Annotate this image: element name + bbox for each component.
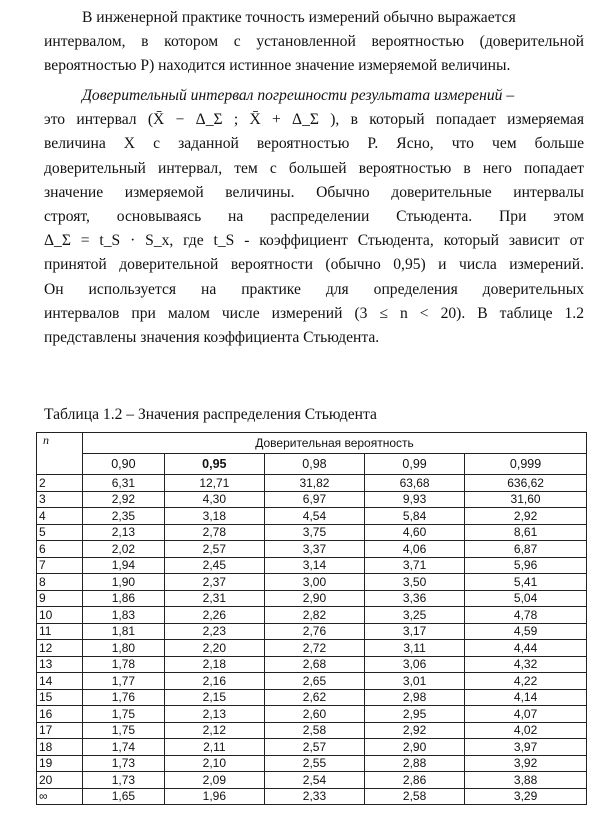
- student-coefficient-cell: 2,58: [264, 722, 364, 739]
- paragraph-2-line: принятой доверительной вероятности (обычно 0,95) и числа измерений.: [44, 256, 584, 274]
- student-coefficient-cell: 2,86: [365, 772, 465, 789]
- paragraph-1-line: В инженерной практике точность измерений обычно выражается: [82, 9, 516, 26]
- paragraph-2-line: доверительный интервал, тем с большей вероятностью в него попадает: [44, 159, 584, 177]
- student-coefficient-cell: 31,60: [465, 491, 587, 508]
- student-coefficient-cell: 1,83: [83, 607, 165, 624]
- student-coefficient-cell: 2,57: [164, 541, 264, 558]
- student-coefficient-cell: 1,90: [83, 574, 165, 591]
- student-coefficient-cell: 2,90: [264, 590, 364, 607]
- student-coefficient-cell: 1,96: [164, 788, 264, 805]
- student-coefficient-cell: 5,96: [465, 557, 587, 574]
- table-row: [37, 722, 587, 739]
- n-cell: 2: [37, 475, 83, 492]
- paragraph-2-line: значение измеряемой величины. Обычно доверительные интервалы: [44, 183, 584, 201]
- student-coefficient-cell: 2,90: [365, 739, 465, 756]
- definition-term: Доверительный интервал погрешности результата измерений: [82, 87, 503, 104]
- student-coefficient-cell: 3,88: [465, 772, 587, 789]
- student-coefficient-cell: 2,62: [264, 689, 364, 706]
- student-coefficient-cell: 2,09: [164, 772, 264, 789]
- student-coefficient-cell: 1,73: [83, 772, 165, 789]
- student-coefficient-cell: 4,59: [465, 623, 587, 640]
- student-coefficient-cell: 2,98: [365, 689, 465, 706]
- student-coefficient-cell: 2,13: [83, 524, 165, 541]
- n-cell: 10: [37, 607, 83, 624]
- paragraph-2-first-line: [44, 84, 584, 108]
- student-coefficient-cell: 2,16: [164, 673, 264, 690]
- student-coefficient-cell: 1,76: [83, 689, 165, 706]
- student-coefficient-cell: 4,02: [465, 722, 587, 739]
- student-coefficient-cell: 4,78: [465, 607, 587, 624]
- student-coefficient-cell: 1,73: [83, 755, 165, 772]
- table-row: [37, 772, 587, 789]
- table-row: [37, 689, 587, 706]
- student-coefficient-cell: 2,55: [264, 755, 364, 772]
- student-coefficient-cell: 3,11: [365, 640, 465, 657]
- student-coefficient-cell: 5,41: [465, 574, 587, 591]
- student-coefficient-cell: 2,76: [264, 623, 364, 640]
- paragraph-2-line: это интервал (X̄ − Δ_Σ ; X̄ + Δ_Σ ), в который попадает измеряемая: [44, 111, 584, 129]
- student-coefficient-cell: 4,60: [365, 524, 465, 541]
- table-row: [37, 739, 587, 756]
- student-coefficient-cell: 2,15: [164, 689, 264, 706]
- student-coefficient-cell: 636,62: [465, 475, 587, 492]
- student-coefficient-cell: 3,75: [264, 524, 364, 541]
- student-coefficient-cell: 2,45: [164, 557, 264, 574]
- student-coefficient-cell: 2,13: [164, 706, 264, 723]
- n-cell: 5: [37, 524, 83, 541]
- student-coefficient-cell: 63,68: [365, 475, 465, 492]
- student-coefficient-cell: 3,29: [465, 788, 587, 805]
- n-cell: ∞: [37, 788, 83, 805]
- n-cell: 14: [37, 673, 83, 690]
- student-coefficient-cell: 2,31: [164, 590, 264, 607]
- n-cell: 16: [37, 706, 83, 723]
- n-cell: 17: [37, 722, 83, 739]
- student-coefficient-cell: 3,50: [365, 574, 465, 591]
- student-coefficient-cell: 2,54: [264, 772, 364, 789]
- student-coefficient-cell: 2,72: [264, 640, 364, 657]
- student-coefficient-cell: 3,36: [365, 590, 465, 607]
- student-coefficient-cell: 3,00: [264, 574, 364, 591]
- student-coefficient-cell: 3,37: [264, 541, 364, 558]
- n-cell: 6: [37, 541, 83, 558]
- student-coefficient-cell: 2,20: [164, 640, 264, 657]
- student-coefficient-cell: 2,26: [164, 607, 264, 624]
- paragraph-1-line: вероятностью P) находится истинное значение измеряемой величины.: [44, 57, 511, 75]
- n-column-header: n: [37, 433, 83, 475]
- student-coefficient-cell: 1,86: [83, 590, 165, 607]
- student-coefficient-cell: 2,18: [164, 656, 264, 673]
- table-row: [37, 607, 587, 624]
- probability-header: 0,99: [365, 454, 465, 475]
- student-coefficient-cell: 4,54: [264, 508, 364, 525]
- student-coefficient-cell: 3,18: [164, 508, 264, 525]
- student-coefficient-cell: 2,88: [365, 755, 465, 772]
- n-cell: 20: [37, 772, 83, 789]
- table-row: [37, 475, 587, 492]
- n-cell: 19: [37, 755, 83, 772]
- n-cell: 3: [37, 491, 83, 508]
- student-coefficient-cell: 2,11: [164, 739, 264, 756]
- student-coefficient-cell: 1,65: [83, 788, 165, 805]
- paragraph-2-line: Δ_Σ = t_S · S_x, где t_S - коэффициент Стьюдента, который зависит от: [44, 232, 584, 250]
- paragraph-1: [44, 6, 584, 79]
- table-row: [37, 590, 587, 607]
- student-coefficient-cell: 1,74: [83, 739, 165, 756]
- paragraph-2: [44, 84, 584, 350]
- table-header-row: [37, 433, 587, 454]
- table-body: [37, 475, 587, 805]
- student-coefficient-cell: 2,58: [365, 788, 465, 805]
- table-row: [37, 524, 587, 541]
- student-coefficient-cell: 1,75: [83, 706, 165, 723]
- confidence-probability-header: Доверительная вероятность: [83, 433, 587, 454]
- student-coefficient-cell: 2,10: [164, 755, 264, 772]
- student-coefficient-cell: 31,82: [264, 475, 364, 492]
- probability-header: 0,90: [83, 454, 165, 475]
- student-coefficient-cell: 6,31: [83, 475, 165, 492]
- definition-dash: –: [502, 87, 515, 104]
- probability-header: 0,95: [164, 454, 264, 475]
- table-row: [37, 640, 587, 657]
- table-row: [37, 623, 587, 640]
- table-row: [37, 574, 587, 591]
- student-coefficient-cell: 2,57: [264, 739, 364, 756]
- student-coefficient-cell: 2,60: [264, 706, 364, 723]
- student-coefficient-cell: 2,82: [264, 607, 364, 624]
- table-row: [37, 788, 587, 805]
- student-coefficient-cell: 1,80: [83, 640, 165, 657]
- n-cell: 7: [37, 557, 83, 574]
- table-row: [37, 557, 587, 574]
- student-coefficient-cell: 2,23: [164, 623, 264, 640]
- student-coefficient-cell: 2,65: [264, 673, 364, 690]
- student-coefficient-cell: 1,75: [83, 722, 165, 739]
- student-coefficient-cell: 8,61: [465, 524, 587, 541]
- student-coefficient-cell: 3,01: [365, 673, 465, 690]
- student-coefficient-cell: 2,12: [164, 722, 264, 739]
- student-coefficient-cell: 4,44: [465, 640, 587, 657]
- student-coefficient-cell: 9,93: [365, 491, 465, 508]
- paragraph-2-line: представлены значения коэффициента Стьюдента.: [44, 328, 380, 346]
- student-coefficient-cell: 1,81: [83, 623, 165, 640]
- n-cell: 9: [37, 590, 83, 607]
- table-row: [37, 755, 587, 772]
- n-cell: 15: [37, 689, 83, 706]
- student-coefficient-cell: 6,97: [264, 491, 364, 508]
- student-coefficient-cell: 3,97: [465, 739, 587, 756]
- student-coefficient-cell: 3,14: [264, 557, 364, 574]
- student-coefficient-cell: 2,92: [365, 722, 465, 739]
- table-row: [37, 541, 587, 558]
- probability-header: 0,999: [465, 454, 587, 475]
- paragraph-2-line: Он используется на практике для определения доверительных: [44, 280, 584, 298]
- student-coefficient-cell: 1,94: [83, 557, 165, 574]
- student-coefficient-cell: 12,71: [164, 475, 264, 492]
- n-cell: 12: [37, 640, 83, 657]
- paragraph-1-line: интервалом, в котором с установленной вероятностью (доверительной: [44, 33, 584, 51]
- student-coefficient-cell: 2,95: [365, 706, 465, 723]
- n-cell: 11: [37, 623, 83, 640]
- student-coefficient-cell: 4,06: [365, 541, 465, 558]
- probability-header: 0,98: [264, 454, 364, 475]
- student-coefficient-cell: 3,92: [465, 755, 587, 772]
- student-coefficient-cell: 6,87: [465, 541, 587, 558]
- student-coefficient-cell: 4,32: [465, 656, 587, 673]
- student-coefficient-cell: 2,35: [83, 508, 165, 525]
- paragraph-2-line: величина X с заданной вероятностью P. Ясно, что чем больше: [44, 135, 584, 153]
- table-row: [37, 673, 587, 690]
- n-cell: 4: [37, 508, 83, 525]
- student-coefficient-cell: 2,33: [264, 788, 364, 805]
- student-coefficient-cell: 2,37: [164, 574, 264, 591]
- table-caption: Таблица 1.2 – Значения распределения Стьюдента: [44, 406, 377, 423]
- n-cell: 13: [37, 656, 83, 673]
- student-coefficient-cell: 5,04: [465, 590, 587, 607]
- n-cell: 8: [37, 574, 83, 591]
- student-coefficient-cell: 3,06: [365, 656, 465, 673]
- student-coefficient-cell: 2,92: [83, 491, 165, 508]
- n-cell: 18: [37, 739, 83, 756]
- student-coefficient-cell: 3,71: [365, 557, 465, 574]
- student-coefficient-cell: 4,14: [465, 689, 587, 706]
- table-row: [37, 508, 587, 525]
- student-coefficient-cell: 2,92: [465, 508, 587, 525]
- student-coefficient-cell: 3,25: [365, 607, 465, 624]
- paragraph-2-line: интервалов при малом числе измерений (3 ≤ n < 20). В таблице 1.2: [44, 304, 584, 322]
- student-coefficient-cell: 4,07: [465, 706, 587, 723]
- student-coefficient-cell: 1,77: [83, 673, 165, 690]
- student-distribution-table: [36, 432, 587, 805]
- table-row: [37, 656, 587, 673]
- student-coefficient-cell: 2,68: [264, 656, 364, 673]
- table-row: [37, 491, 587, 508]
- student-coefficient-cell: 3,17: [365, 623, 465, 640]
- student-coefficient-cell: 5,84: [365, 508, 465, 525]
- probability-header-row: [37, 454, 587, 475]
- student-coefficient-cell: 4,30: [164, 491, 264, 508]
- student-coefficient-cell: 4,22: [465, 673, 587, 690]
- student-coefficient-cell: 2,02: [83, 541, 165, 558]
- student-coefficient-cell: 2,78: [164, 524, 264, 541]
- table-row: [37, 706, 587, 723]
- student-coefficient-cell: 1,78: [83, 656, 165, 673]
- paragraph-2-line: строят, основываясь на распределении Стьюдента. При этом: [44, 207, 584, 225]
